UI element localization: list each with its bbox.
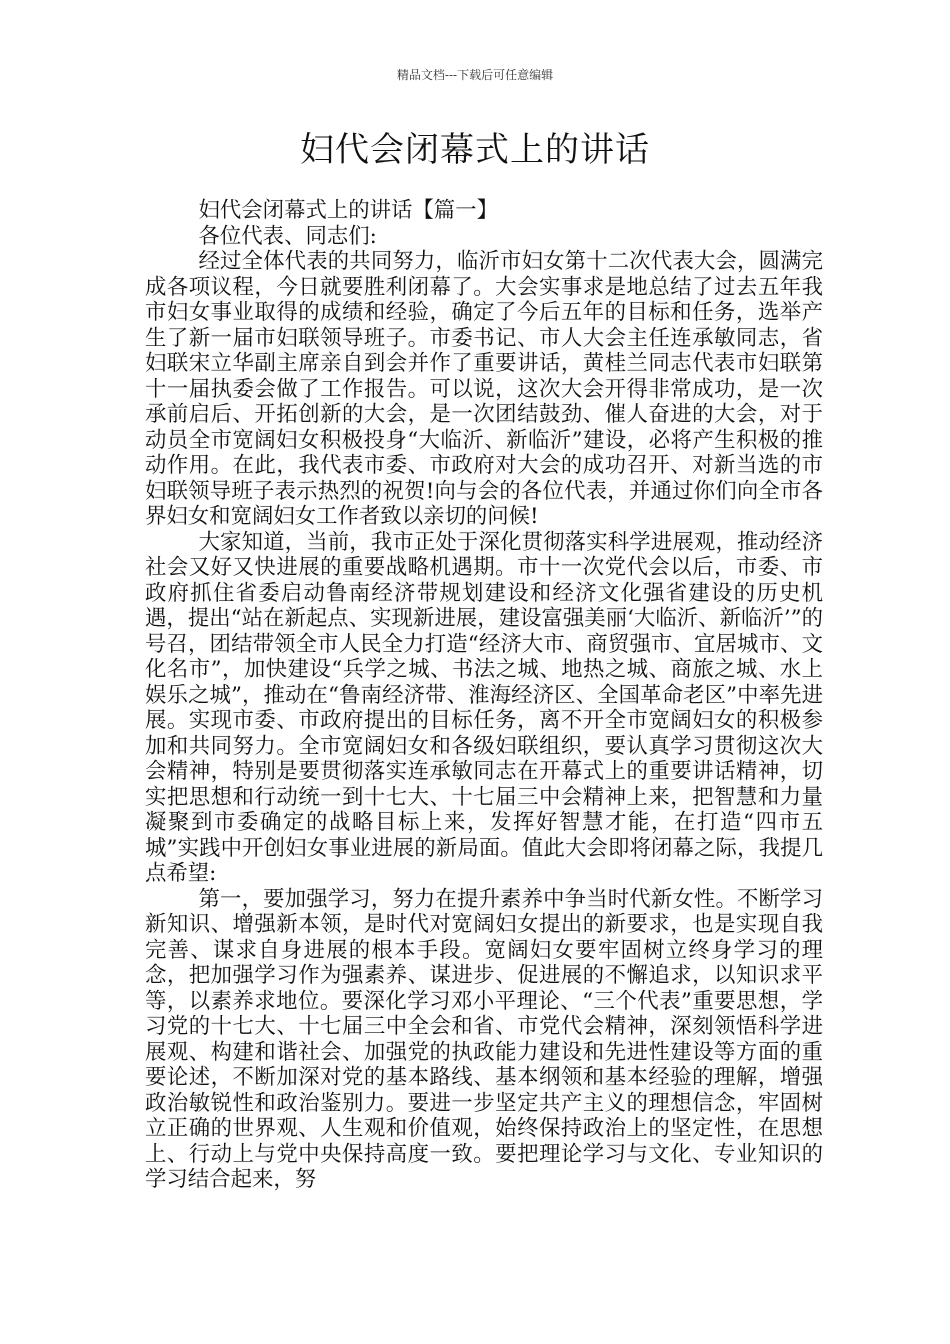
paragraph: 第一，要加强学习，努力在提升素养中争当时代新女性。不断学习新知识、增强新本领，是时代对宽阔妇女提出的新要求，也是实现自我完善、谋求自身进展的根本手段。宽阔妇女要牢固树立终身学习的理念，把加强学习作为强素养、谋进步、促进展的不懈追求，以知识求平等，以素养求地位。要深化学习邓小平理论、“三个代表”重要思想，学习党的十七大、十七届三中全会和省、市党代会精神，深刻领悟科学进展观、构建和谐社会、加强党的执政能力建设和先进性建设等方面的重要论述，不断加深对党的基本路线、基本纲领和基本经验的理解，增强政治敏锐性和政治鉴别力。要进一步坚定共产主义的理想信念，牢固树立正确的世界观、人生观和价值观，始终保持政治上的坚定性，在思想上、行动上与党中央保持高度一致。要把理论学习与文化、专业知识的学习结合起来，努: [145, 886, 823, 1192]
document-title: 妇代会闭幕式上的讲话: [300, 130, 650, 170]
document-body: [145, 198, 823, 1193]
section-subtitle: 妇代会闭幕式上的讲话【篇一】: [198, 198, 498, 223]
salutation: 各位代表、同志们:: [198, 223, 377, 249]
paragraph: 经过全体代表的共同努力，临沂市妇女第十二次代表大会，圆满完成各项议程，今日就要胜利闭幕了。大会实事求是地总结了过去五年我市妇女事业取得的成绩和经验，确定了今后五年的目标和任务，选举产生了新一届市妇联领导班子。市委书记、市人大会主任连承敏同志，省妇联宋立华副主席亲自到会并作了重要讲话，黄桂兰同志代表市妇联第十一届执委会做了工作报告。可以说，这次大会开得非常成功，是一次承前启后、开拓创新的大会，是一次团结鼓劲、催人奋进的大会，对于动员全市宽阔妇女积极投身“大临沂、新临沂”建设，必将产生积极的推动作用。在此，我代表市委、市政府对大会的成功召开、对新当选的市妇联领导班子表示热烈的祝贺!向与会的各位代表，并通过你们向全市各界妇女和宽阔妇女工作者致以亲切的问候!: [145, 249, 823, 529]
paragraph: 大家知道，当前，我市正处于深化贯彻落实科学进展观，推动经济社会又好又快进展的重要战略机遇期。市十一次党代会以后，市委、市政府抓住省委启动鲁南经济带规划建设和经济文化强省建设的历史机遇，提出“站在新起点、实现新进展，建设富强美丽‘大临沂、新临沂’”的号召，团结带领全市人民全力打造“经济大市、商贸强市、宜居城市、文化名市”，加快建设“兵学之城、书法之城、地热之城、商旅之城、水上娱乐之城”，推动在“鲁南经济带、淮海经济区、全国革命老区”中率先进展。实现市委、市政府提出的目标任务，离不开全市宽阔妇女的积极参加和共同努力。全市宽阔妇女和各级妇联组织，要认真学习贯彻这次大会精神，特别是要贯彻落实连承敏同志在开幕式上的重要讲话精神，切实把思想和行动统一到十七大、十七届三中会精神上来，把智慧和力量凝聚到市委确定的战略目标上来，发挥好智慧才能，在打造“四市五城”实践中开创妇女事业进展的新局面。值此大会即将闭幕之际，我提几点希望:: [145, 529, 823, 886]
header-note: 精品文档---下载后可任意编辑: [396, 68, 554, 82]
